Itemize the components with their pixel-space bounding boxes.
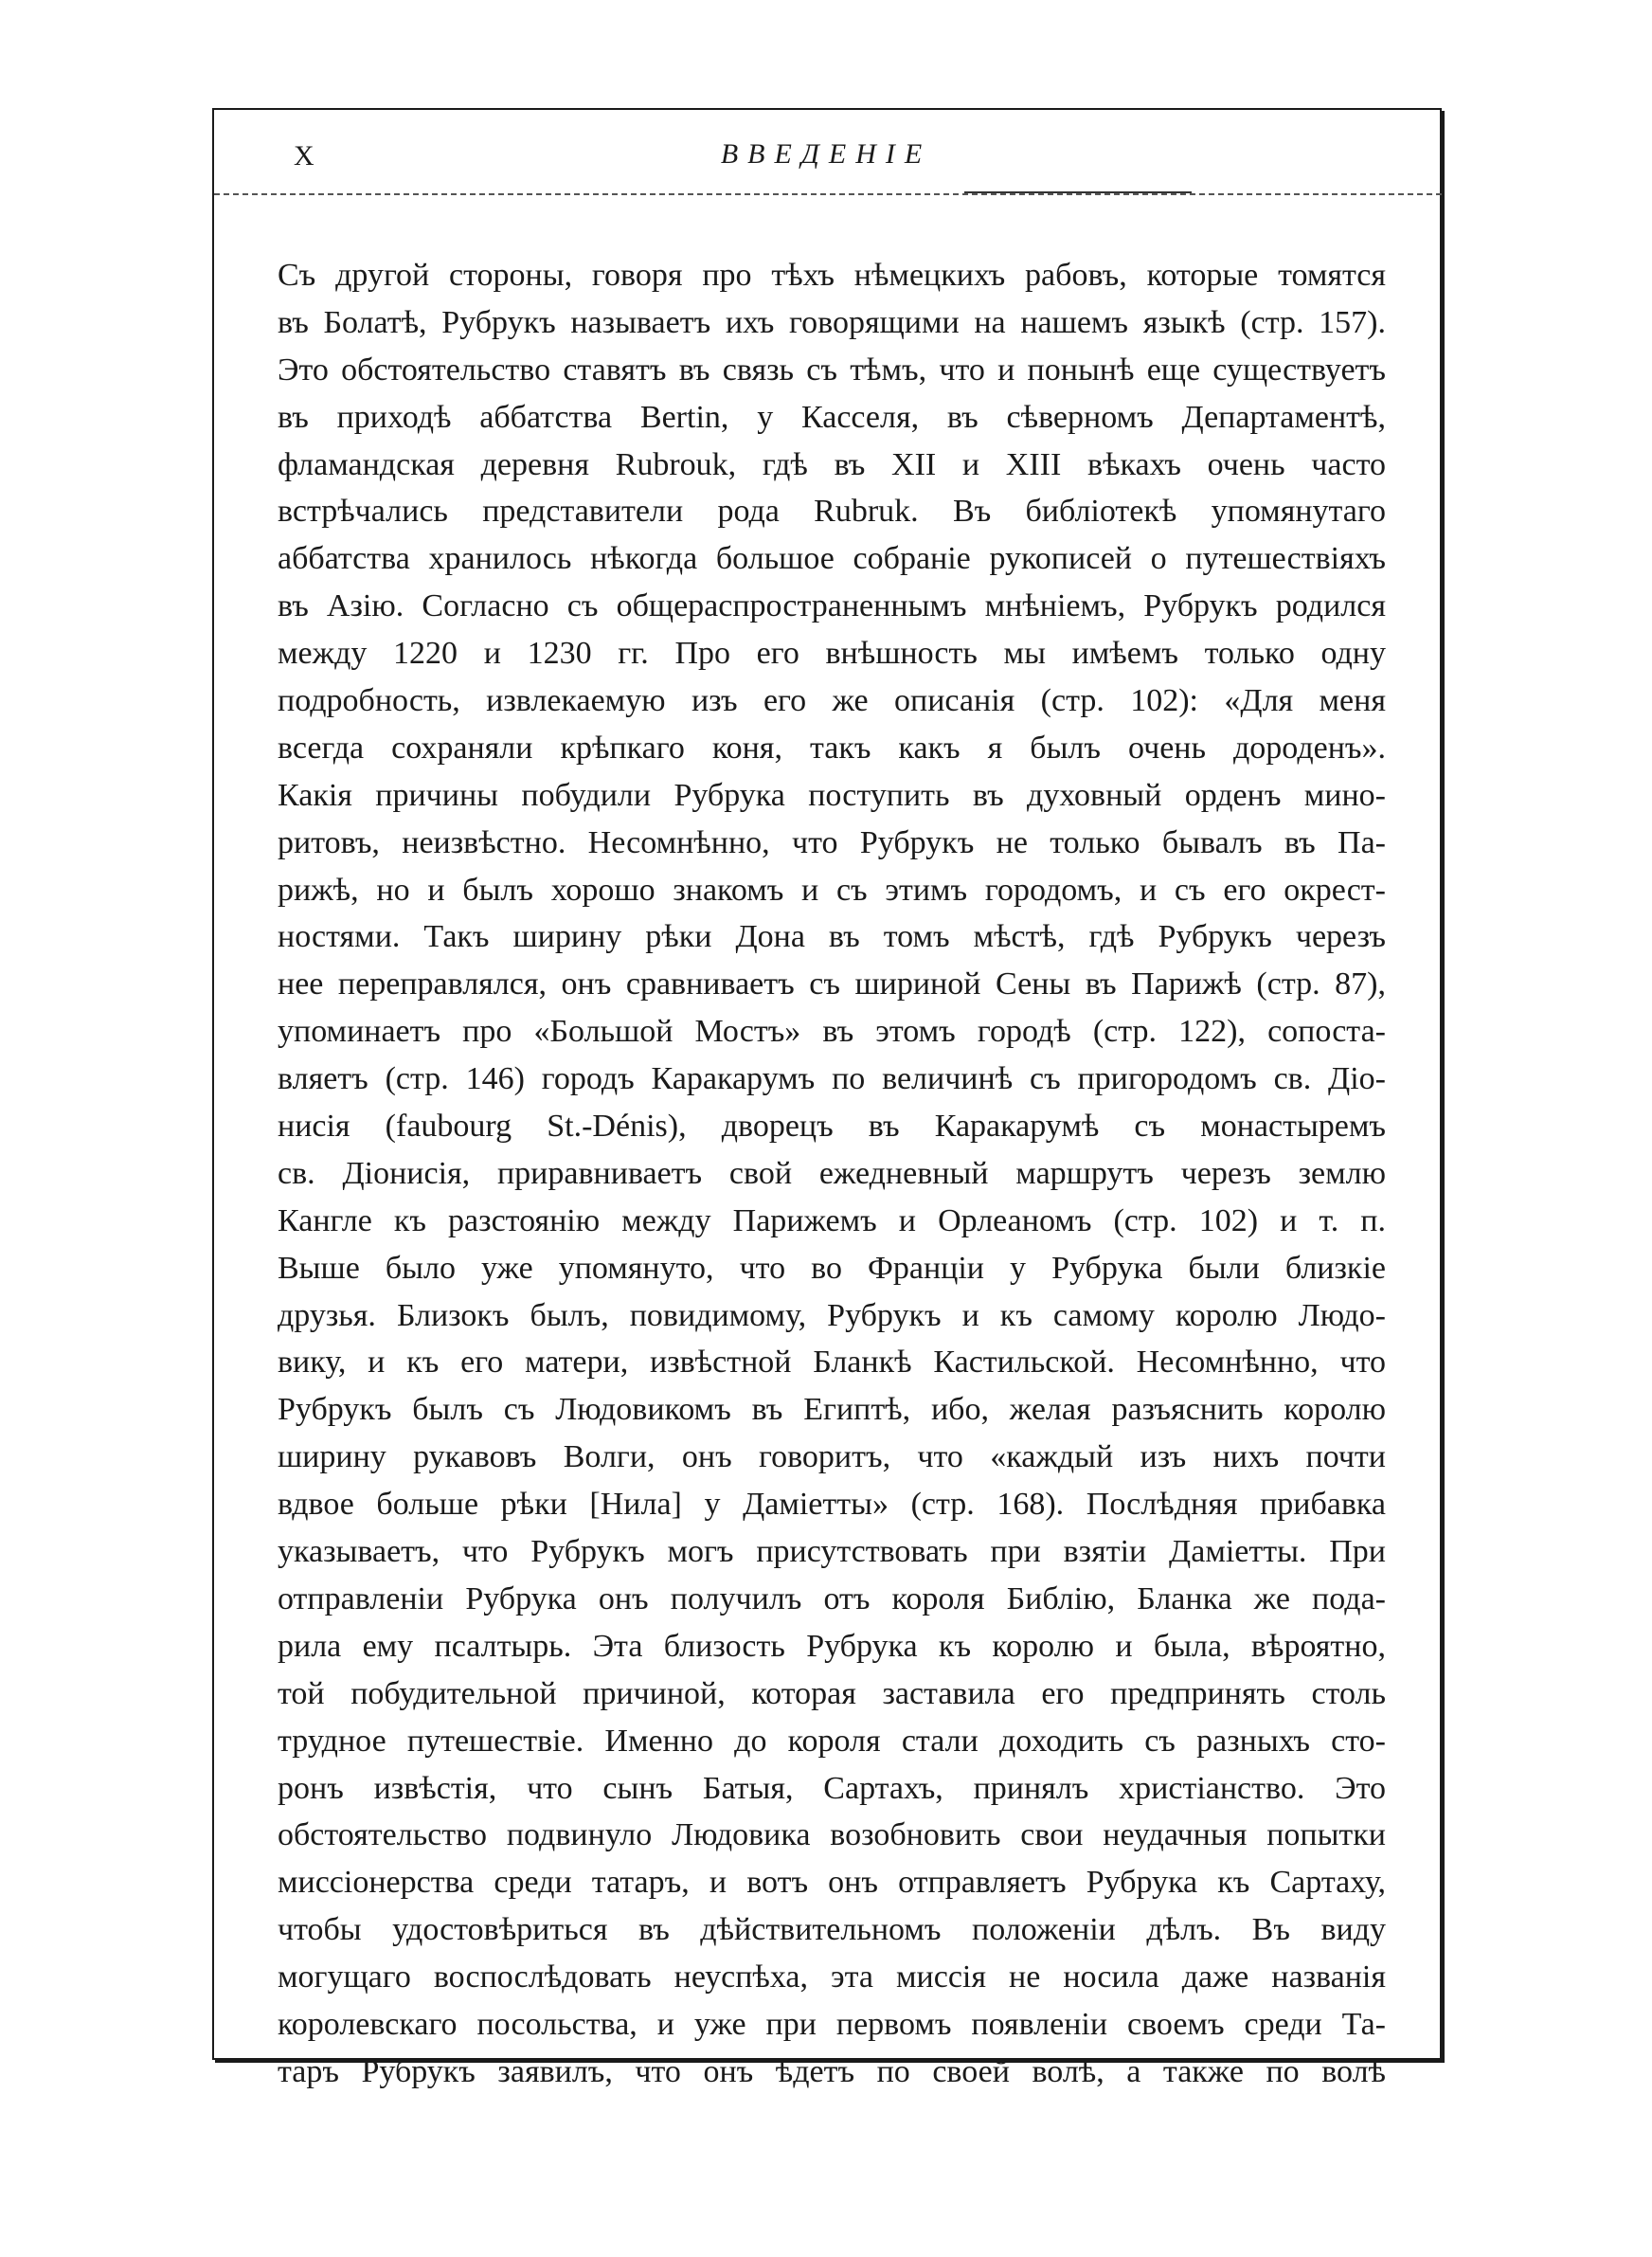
text-line: св. Діонисія, приравниваетъ свой ежедневный маршрутъ черезъ землю [278, 1155, 1386, 1191]
text-line: встрѣчались представители рода Rubruk. Въ библіотекѣ упомянутаго [278, 494, 1386, 530]
text-line: вику, и къ его матери, извѣстной Бланкѣ Кастильской. Несомнѣнно, что [278, 1345, 1386, 1381]
text-line: вляетъ (стр. 146) городъ Каракарумъ по величинѣ съ пригородомъ св. Діо- [278, 1061, 1386, 1097]
text-line: миссіонерства среди татаръ, и вотъ онъ отправляетъ Рубрука къ Сартаху, [278, 1865, 1386, 1901]
text-line: трудное путешествіе. Именно до короля стали доходить съ разныхъ сто- [278, 1723, 1386, 1759]
text-line: указываетъ, что Рубрукъ могъ присутствовать при взятіи Даміетты. При [278, 1534, 1386, 1570]
text-line: фламандская деревня Rubrouk, гдѣ въ XII и XIII вѣкахъ очень часто [278, 446, 1386, 482]
body-text [278, 252, 1386, 2096]
header-title: ВВЕДЕНІЕ [720, 138, 932, 170]
text-line: ронъ извѣстія, что сынъ Батыя, Сартахъ, принялъ христіанство. Это [278, 1770, 1386, 1806]
text-line: всегда сохраняли крѣпкаго коня, такъ какъ я былъ очень дороденъ». [278, 730, 1386, 766]
text-line: Какія причины побудили Рубрука поступить въ духовный орденъ мино- [278, 777, 1386, 813]
text-line: въ приходѣ аббатства Bertin, у Касселя, въ сѣверномъ Департаментѣ, [278, 399, 1386, 435]
text-line: отправленіи Рубрука онъ получилъ отъ короля Библію, Бланка же пода- [278, 1580, 1386, 1616]
text-line: ритовъ, неизвѣстно. Несомнѣнно, что Рубрукъ не только бывалъ въ Па- [278, 824, 1386, 860]
text-line: между 1220 и 1230 гг. Про его внѣшность мы имѣемъ только одну [278, 636, 1386, 672]
text-line: королевскаго посольства, и уже при первомъ появленіи своемъ среди Та- [278, 2006, 1386, 2042]
text-line: Это обстоятельство ставятъ въ связь съ тѣмъ, что и понынѣ еще существуетъ [278, 352, 1386, 388]
text-line: ширину рукавовъ Волги, онъ говоритъ, что «каждый изъ нихъ почти [278, 1439, 1386, 1475]
text-line: аббатства хранилось нѣкогда большое собраніе рукописей о путешествіяхъ [278, 541, 1386, 577]
text-line: чтобы удостовѣриться въ дѣйствительномъ положеніи дѣлъ. Въ виду [278, 1912, 1386, 1948]
text-line: Выше было уже упомянуто, что во Франціи у Рубрука были близкіе [278, 1250, 1386, 1286]
running-head [0, 133, 1652, 180]
text-line: упоминаетъ про «Большой Мостъ» въ этомъ городѣ (стр. 122), сопоста- [278, 1014, 1386, 1050]
text-line: могущаго воспослѣдовать неуспѣха, эта миссія не носила даже названія [278, 1959, 1386, 1995]
text-line: въ Азію. Согласно съ общераспространеннымъ мнѣніемъ, Рубрукъ родился [278, 588, 1386, 624]
page-number: X [294, 140, 316, 172]
text-line: друзья. Близокъ былъ, повидимому, Рубрукъ и къ самому королю Людо- [278, 1297, 1386, 1333]
text-line: ностями. Такъ ширину рѣки Дона въ томъ мѣстѣ, гдѣ Рубрукъ черезъ [278, 919, 1386, 955]
text-line: Кангле къ разстоянію между Парижемъ и Орлеаномъ (стр. 102) и т. п. [278, 1202, 1386, 1238]
header-rule [214, 193, 1442, 195]
text-line: обстоятельство подвинуло Людовика возобновить свои неудачныя попытки [278, 1817, 1386, 1853]
header-rule-accent [964, 191, 1192, 193]
text-line: таръ Рубрукъ заявилъ, что онъ ѣдетъ по своей волѣ, а также по волѣ [278, 2053, 1386, 2089]
text-line: вдвое больше рѣки [Нила] у Даміетты» (стр. 168). Послѣдняя прибавка [278, 1487, 1386, 1523]
text-line: рижѣ, но и былъ хорошо знакомъ и съ этимъ городомъ, и съ его окрест- [278, 872, 1386, 908]
text-line: Рубрукъ былъ съ Людовикомъ въ Египтѣ, ибо, желая разъяснить королю [278, 1392, 1386, 1428]
text-line: нисія (faubourg St.-Dénis), дворецъ въ Каракарумѣ съ монастыремъ [278, 1109, 1386, 1145]
text-line: нее переправлялся, онъ сравниваетъ съ шириной Сены въ Парижѣ (стр. 87), [278, 966, 1386, 1002]
text-line: той побудительной причиной, которая заставила его предпринять столь [278, 1675, 1386, 1711]
text-line: Съ другой стороны, говоря про тѣхъ нѣмецкихъ рабовъ, которые томятся [278, 258, 1386, 293]
text-line: рила ему псалтырь. Эта близость Рубрука къ королю и была, вѣроятно, [278, 1628, 1386, 1664]
text-line: подробность, извлекаемую изъ его же описанія (стр. 102): «Для меня [278, 683, 1386, 719]
text-line: въ Болатѣ, Рубрукъ называетъ ихъ говорящими на нашемъ языкѣ (стр. 157). [278, 304, 1386, 340]
